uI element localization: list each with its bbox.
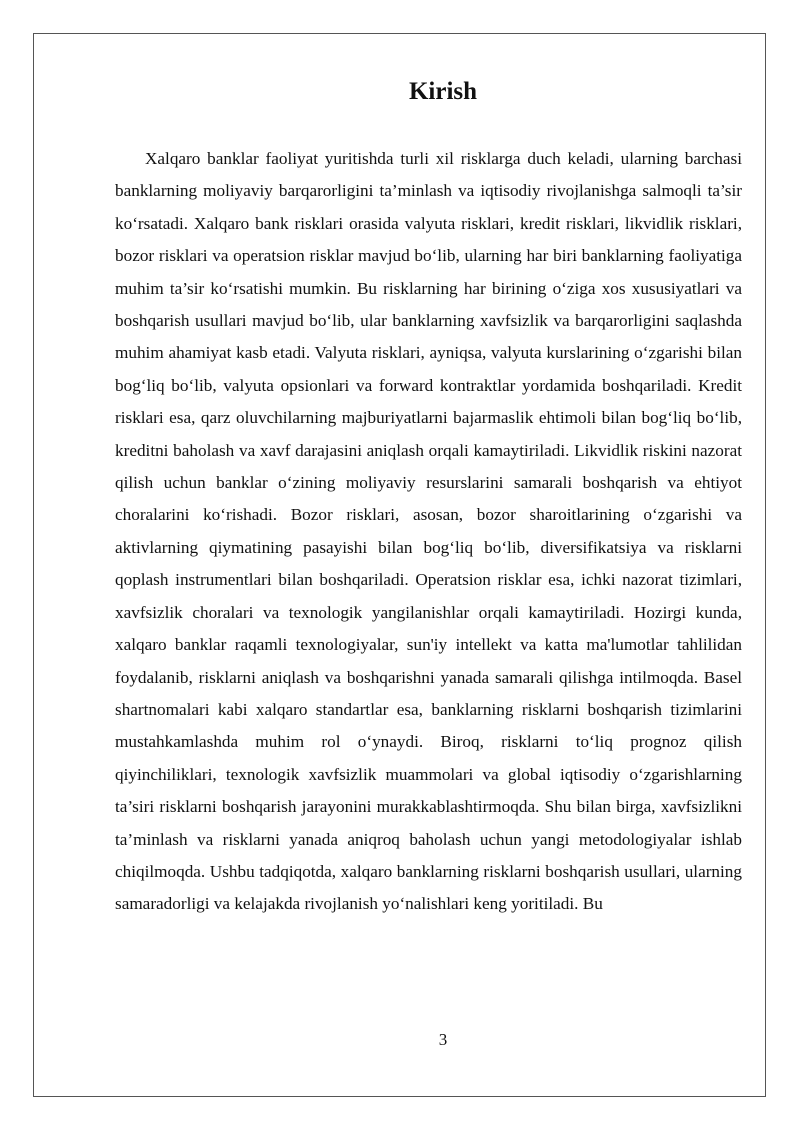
page-number: 3 — [438, 1030, 448, 1049]
page-title: Kirish — [408, 78, 478, 105]
body-paragraph: Xalqaro banklar faoliyat yuritishda turli xil risklarga duch keladi, ularning barchasi banklarning moliyaviy barqarorligini ta’minlash va iqtisodiy rivojlanishga salmoqli ta’sir ko‘rsatadi. Xalqaro bank risklari orasida valyuta risklari, kredit risklari, likvidlik risklari, bozor risklari va operatsion risklar mavjud bo‘lib, ularning har biri banklarning faoliyatiga muhim ta’sir ko‘rsatishi mumkin. Bu risklarning har birining o‘ziga xos xususiyatlari va boshqarish usullari mavjud bo‘lib, ular banklarning xavfsizlik va barqarorligini saqlashda muhim ahamiyat kasb etadi. Valyuta risklari, ayniqsa, valyuta kurslarining o‘zgarishi bilan bog‘liq bo‘lib, valyuta opsionlari va forward kontraktlar yordamida boshqariladi. Kredit risklari esa, qarz oluvchilarning majburiyatlarni bajarmaslik ehtimoli bilan bog‘liq bo‘lib, kreditni baholash va xavf darajasini aniqlash orqali kamaytiriladi. Likvidlik riskini nazorat qilish uchun banklar o‘zining moliyaviy resurslarini samarali boshqarish va ehtiyot choralarini ko‘rishadi. Bozor risklari, asosan, bozor sharoitlarining o‘zgarishi va aktivlarning qiymatining pasayishi bilan bog‘liq bo‘lib, diversifikatsiya va risklarni qoplash instrumentlari bilan boshqariladi. Operatsion risklar esa, ichki nazorat tizimlari, xavfsizlik choralari va texnologik yangilanishlar orqali kamaytiriladi. Hozirgi kunda, xalqaro banklar raqamli texnologiyalar, sun'iy intellekt va katta ma'lumotlar tahlilidan foydalanib, risklarni aniqlash va boshqarishni yanada samarali qilishga intilmoqda. Basel shartnomalari kabi xalqaro standartlar esa, banklarning risklarni boshqarish tizimlarini mustahkamlashda muhim rol o‘ynaydi. Biroq, risklarni to‘liq prognoz qilish qiyinchiliklari, texnologik xavfsizlik muammolari va global iqtisodiy o‘zgarishlarning ta’siri risklarni boshqarish jarayonini murakkablashtirmoqda. Shu bilan birga, xavfsizlikni ta’minlash va risklarni yanada aniqroq baholash uchun yangi metodologiyalar ishlab chiqilmoqda. Ushbu tadqiqotda, xalqaro banklarning risklarni boshqarish usullari, ularning samaradorligi va kelajakda rivojlanish yo‘nalishlari keng yoritiladi. Bu — [115, 149, 742, 914]
